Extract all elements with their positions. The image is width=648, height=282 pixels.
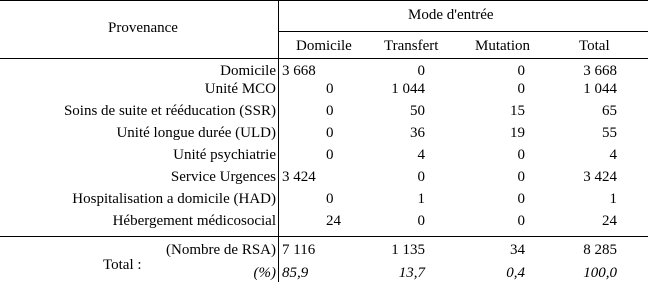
provenance-header: Provenance <box>108 20 178 36</box>
table-cell: 0 <box>326 103 334 119</box>
total-pct-cell: 100,0 <box>583 265 617 281</box>
row-label: Unité longue durée (ULD) <box>116 125 276 141</box>
total-label: Total : <box>103 257 142 273</box>
total-count-cell: 8 285 <box>583 242 617 258</box>
table-cell: 4 <box>609 147 617 163</box>
table-cell: 0 <box>326 125 334 141</box>
table-cell: 24 <box>602 213 617 229</box>
table-cell: 0 <box>326 191 334 207</box>
table-cell: 15 <box>510 103 525 119</box>
table-cell: 1 044 <box>391 81 425 97</box>
table-cell: 4 <box>417 147 425 163</box>
total-pct-label: (%) <box>253 265 276 281</box>
table-cell: 1 <box>417 191 425 207</box>
row-label: Hébergement médicosocial <box>112 213 276 229</box>
table-cell: 24 <box>326 213 341 229</box>
table-cell: 0 <box>517 147 525 163</box>
table-cell: 19 <box>510 125 525 141</box>
table-cell: 0 <box>517 81 525 97</box>
row-label: Unité MCO <box>204 81 276 97</box>
table-cell: 36 <box>410 125 425 141</box>
total-count-cell: 34 <box>510 242 525 258</box>
table-cell: 1 <box>609 191 617 207</box>
table-cell: 0 <box>417 213 425 229</box>
table-cell: 3 668 <box>583 63 617 79</box>
header-mid-rule <box>278 31 648 32</box>
table-cell: 3 668 <box>282 63 316 79</box>
table-cell: 1 044 <box>583 81 617 97</box>
mode-entree-header: Mode d'entrée <box>408 7 494 23</box>
row-label: Unité psychiatrie <box>173 147 276 163</box>
total-rule <box>0 236 648 237</box>
total-pct-cell: 13,7 <box>398 265 425 281</box>
table-cell: 55 <box>602 125 617 141</box>
column-header-transfert: Transfert <box>384 38 439 54</box>
table-cell: 0 <box>417 63 425 79</box>
column-header-domicile: Domicile <box>296 38 352 54</box>
total-count-label: (Nombre de RSA) <box>166 242 276 258</box>
total-count-cell: 7 116 <box>282 242 316 258</box>
table-cell: 50 <box>410 103 425 119</box>
table-cell: 3 424 <box>583 169 617 185</box>
table-cell: 0 <box>517 169 525 185</box>
table-cell: 65 <box>602 103 617 119</box>
total-pct-cell: 0,4 <box>506 265 525 281</box>
table-cell: 0 <box>517 63 525 79</box>
header-bottom-rule <box>0 58 648 59</box>
table-cell: 0 <box>417 169 425 185</box>
table-cell: 0 <box>517 213 525 229</box>
column-header-total: Total <box>579 38 610 54</box>
column-header-mutation: Mutation <box>475 38 530 54</box>
table-cell: 3 424 <box>282 169 316 185</box>
column-separator <box>278 0 279 282</box>
row-label: Service Urgences <box>170 169 276 185</box>
row-label: Hospitalisation a domicile (HAD) <box>72 191 276 207</box>
table-cell: 0 <box>326 147 334 163</box>
row-label: Soins de suite et rééducation (SSR) <box>63 103 276 119</box>
total-count-cell: 1 135 <box>391 242 425 258</box>
table-cell: 0 <box>517 191 525 207</box>
top-rule <box>0 0 648 1</box>
row-label: Domicile <box>220 63 276 79</box>
table-cell: 0 <box>326 81 334 97</box>
total-pct-cell: 85,9 <box>282 265 309 281</box>
